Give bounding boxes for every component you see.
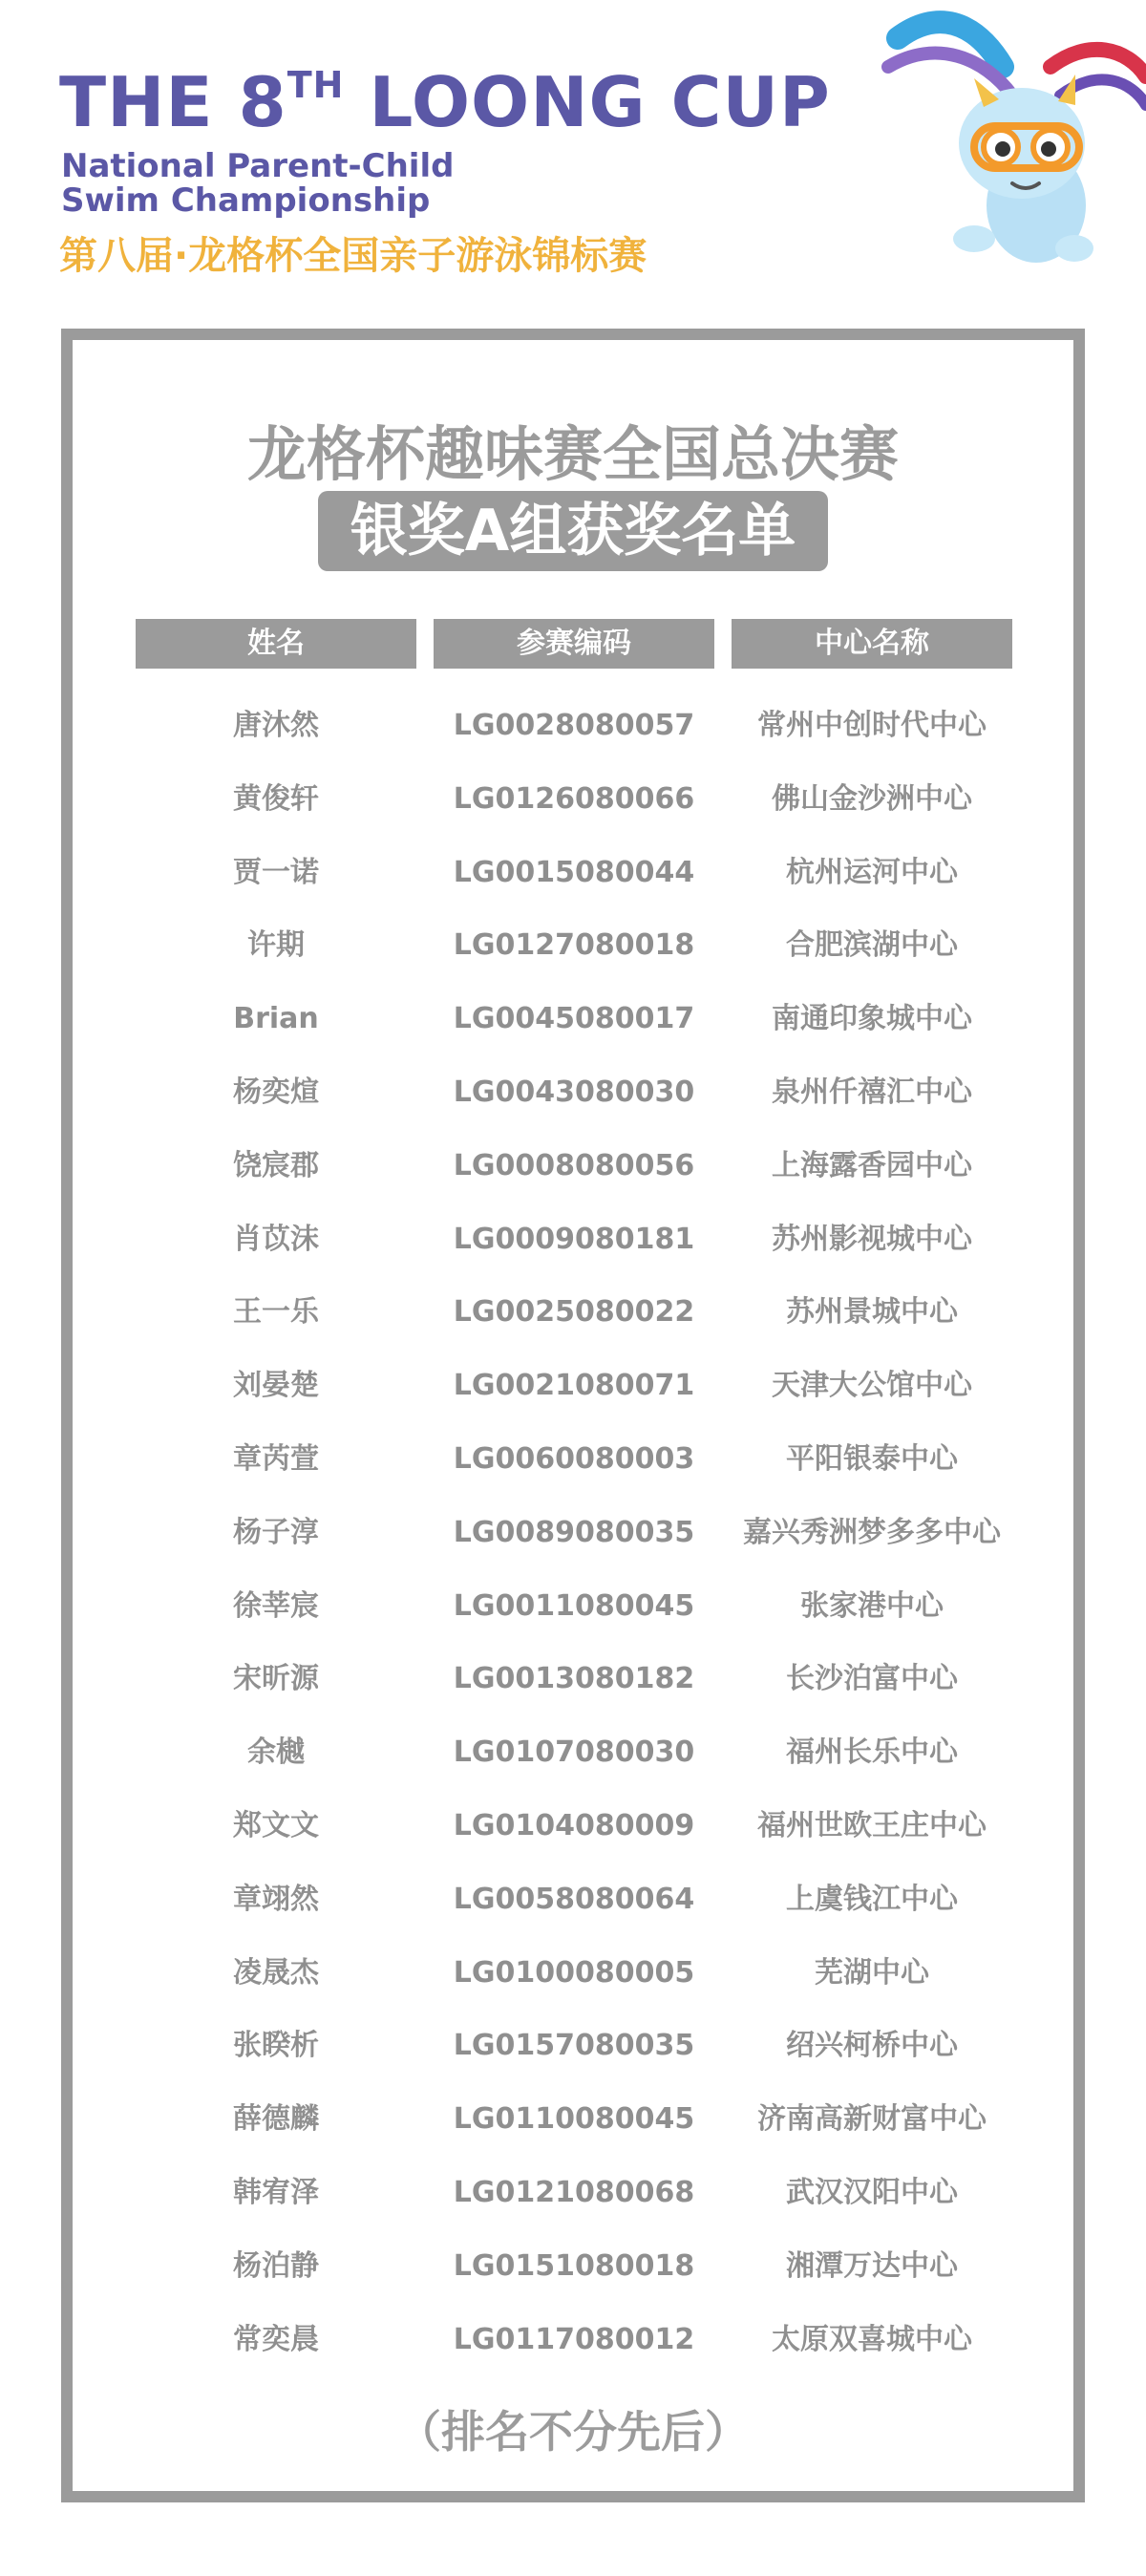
cell-center: 天津大公馆中心	[772, 1369, 972, 1403]
cell-name: 唐沐然	[233, 709, 319, 742]
cell-code: LG0157080035	[453, 2029, 695, 2063]
cell-name: 章翊然	[233, 1882, 319, 1916]
cell-name: 许期	[247, 928, 305, 963]
cell-code: LG0107080030	[453, 1735, 695, 1770]
table-row	[73, 2157, 1073, 2230]
cell-name: 常奕晨	[233, 2322, 319, 2356]
cell-center: 太原双喜城中心	[772, 2322, 972, 2356]
cell-name: 肖苡沫	[233, 1222, 319, 1256]
event-title-en: THE 8TH LOONG CUP	[59, 62, 831, 142]
cell-code: LG0015080044	[453, 855, 695, 889]
cell-name: Brian	[233, 1002, 319, 1036]
cell-code: LG0011080045	[453, 1588, 695, 1623]
table-row	[73, 2010, 1073, 2083]
cell-name: 刘晏楚	[233, 1369, 319, 1403]
cell-code: LG0028080057	[453, 709, 695, 742]
event-subtitle-en	[61, 149, 454, 218]
cell-code: LG0117080012	[453, 2322, 695, 2356]
table-row	[73, 983, 1073, 1056]
cell-name: 凌晟杰	[233, 1955, 319, 1990]
cell-center: 合肥滨湖中心	[786, 928, 958, 963]
cell-code: LG0045080017	[453, 1002, 695, 1036]
table-row	[73, 1643, 1073, 1716]
cell-code: LG0060080003	[453, 1441, 695, 1476]
cell-code: LG0008080056	[453, 1148, 695, 1182]
table-row	[73, 1937, 1073, 2011]
cell-code: LG0151080018	[453, 2248, 695, 2283]
column-header-name: 姓名	[136, 619, 416, 669]
winner-list-card	[61, 329, 1085, 2502]
cell-name: 宋昕源	[233, 1662, 319, 1696]
cell-center: 苏州景城中心	[786, 1295, 958, 1330]
cell-name: 黄俊轩	[233, 781, 319, 816]
card-subtitle-badge: 银奖A组获奖名单	[318, 491, 828, 571]
table-row	[73, 2230, 1073, 2304]
cell-name: 韩宥泽	[233, 2175, 319, 2209]
cell-name: 杨奕煊	[233, 1075, 319, 1109]
cell-name: 贾一诺	[233, 855, 319, 889]
table-row	[73, 837, 1073, 910]
cell-code: LG0009080181	[453, 1222, 695, 1256]
cell-code: LG0127080018	[453, 928, 695, 963]
table-header	[73, 619, 1073, 669]
table-row	[73, 763, 1073, 837]
cell-center: 湘潭万达中心	[786, 2248, 958, 2283]
cell-code: LG0043080030	[453, 1075, 695, 1109]
cell-name: 杨泊静	[233, 2248, 319, 2283]
cell-code: LG0021080071	[453, 1369, 695, 1403]
cell-center: 杭州运河中心	[786, 855, 958, 889]
cell-center: 苏州影视城中心	[772, 1222, 972, 1256]
cell-name: 张睽析	[233, 2029, 319, 2063]
cell-center: 嘉兴秀洲梦多多中心	[743, 1515, 1001, 1549]
table-row	[73, 1497, 1073, 1570]
cell-code: LG0100080005	[453, 1955, 695, 1990]
table-row	[73, 909, 1073, 983]
column-header-center: 中心名称	[732, 619, 1012, 669]
column-header-code: 参赛编码	[434, 619, 714, 669]
cell-code: LG0013080182	[453, 1662, 695, 1696]
table-row	[73, 1056, 1073, 1130]
table-row	[73, 2304, 1073, 2377]
cell-name: 薛德麟	[233, 2102, 319, 2137]
cell-code: LG0058080064	[453, 1882, 695, 1916]
cell-center: 上海露香园中心	[772, 1148, 972, 1182]
table-row	[73, 1350, 1073, 1423]
table-row	[73, 1790, 1073, 1863]
table-row	[73, 690, 1073, 763]
page-header	[0, 0, 1146, 315]
cell-center: 绍兴柯桥中心	[786, 2029, 958, 2063]
cell-center: 张家港中心	[800, 1588, 944, 1623]
cell-center: 佛山金沙洲中心	[772, 781, 972, 816]
cell-code: LG0104080009	[453, 1808, 695, 1842]
table-row	[73, 1570, 1073, 1644]
subtitle-line-1: National Parent-Child	[61, 147, 455, 185]
cell-center: 芜湖中心	[815, 1955, 929, 1990]
cell-center: 武汉汉阳中心	[786, 2175, 958, 2209]
table-row	[73, 1276, 1073, 1350]
cell-center: 济南高新财富中心	[757, 2102, 987, 2137]
cell-code: LG0089080035	[453, 1515, 695, 1549]
event-title-cn: 第八届·龙格杯全国亲子游泳锦标赛	[59, 234, 647, 278]
cell-code: LG0121080068	[453, 2175, 695, 2209]
cell-center: 福州世欧王庄中心	[757, 1808, 987, 1842]
table-row	[73, 1203, 1073, 1277]
table-body	[73, 690, 1073, 2376]
card-title: 龙格杯趣味赛全国总决赛	[246, 419, 899, 489]
cell-name: 章芮萱	[233, 1441, 319, 1476]
cell-center: 福州长乐中心	[786, 1735, 958, 1770]
table-row	[73, 1863, 1073, 1937]
cell-center: 上虞钱江中心	[786, 1882, 958, 1916]
cell-name: 徐莘宸	[233, 1588, 319, 1623]
cell-name: 王一乐	[233, 1295, 319, 1330]
mascot-icon	[879, 0, 1146, 287]
table-row	[73, 1716, 1073, 1790]
cell-center: 泉州仟禧汇中心	[772, 1075, 972, 1109]
cell-center: 长沙泊富中心	[786, 1662, 958, 1696]
table-row	[73, 1423, 1073, 1497]
cell-code: LG0025080022	[453, 1295, 695, 1330]
cell-name: 杨子淳	[233, 1515, 319, 1549]
cell-name: 余樾	[247, 1735, 305, 1770]
subtitle-line-2: Swim Championship	[61, 181, 431, 220]
cell-code: LG0110080045	[453, 2102, 695, 2137]
cell-name: 郑文文	[233, 1808, 319, 1842]
table-row	[73, 1130, 1073, 1203]
cell-code: LG0126080066	[453, 781, 695, 816]
cell-center: 平阳银泰中心	[786, 1441, 958, 1476]
table-row	[73, 2083, 1073, 2157]
cell-center: 南通印象城中心	[772, 1002, 972, 1036]
cell-center: 常州中创时代中心	[757, 709, 987, 742]
ranking-note: （排名不分先后）	[397, 2406, 749, 2458]
cell-name: 饶宸郡	[233, 1148, 319, 1182]
